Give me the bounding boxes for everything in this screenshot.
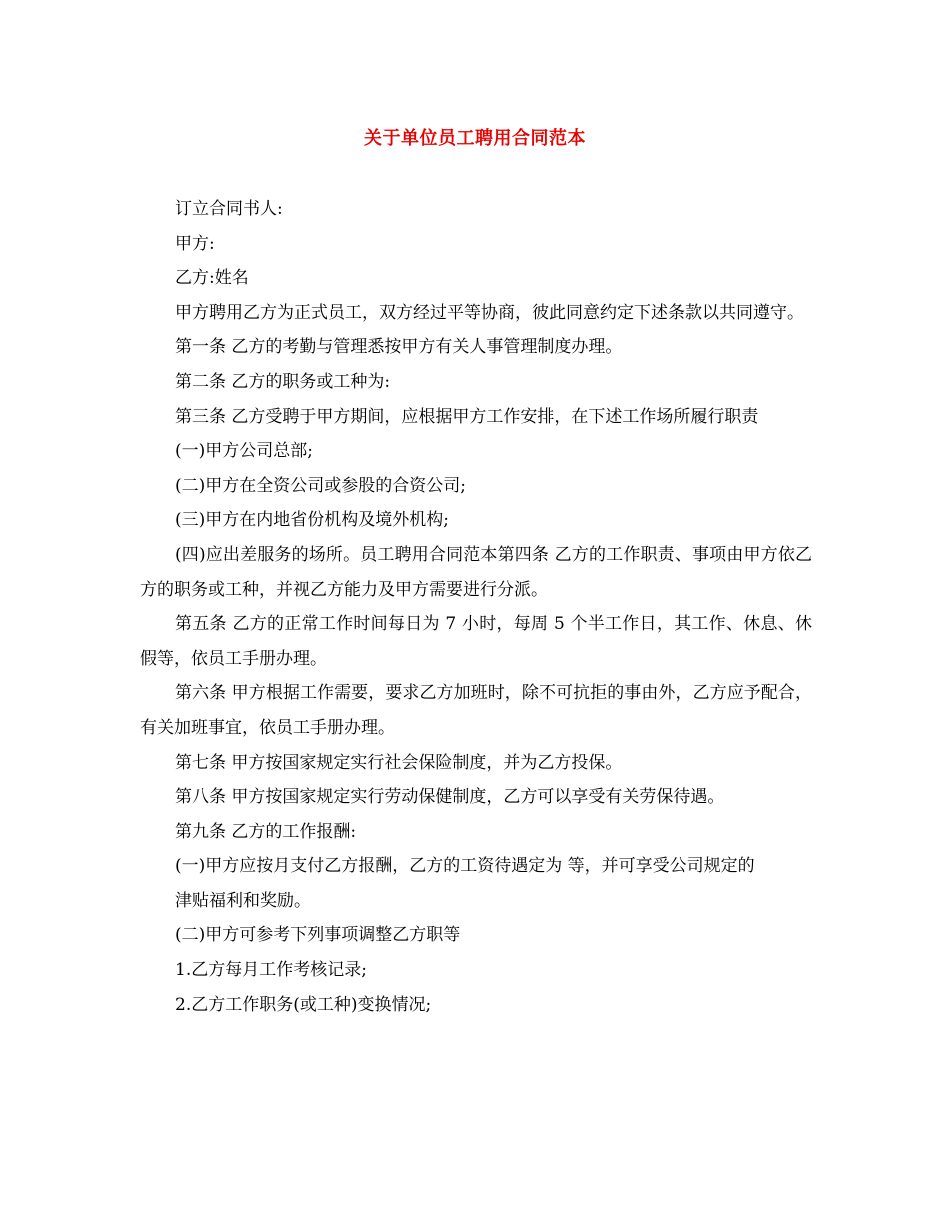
document-title: 关于单位员工聘用合同范本: [364, 128, 586, 149]
paragraph: (三)甲方在内地省份机构及境外机构;: [175, 510, 449, 531]
paragraph: (二)甲方在全资公司或参股的合资公司;: [175, 475, 466, 496]
paragraph: (二)甲方可参考下列事项调整乙方职等: [175, 925, 461, 946]
paragraph: 第七条 甲方按国家规定实行社会保险制度，并为乙方投保。: [175, 752, 623, 773]
paragraph: 津贴福利和奖励。: [175, 890, 311, 911]
paragraph: 乙方:姓名: [175, 268, 249, 289]
paragraph: 2.乙方工作职务(或工种)变换情况;: [175, 994, 432, 1015]
document-body: [140, 192, 812, 1022]
paragraph: 1.乙方每月工作考核记录;: [175, 960, 367, 981]
paragraph: 第九条 乙方的工作报酬:: [175, 821, 357, 842]
paragraph: 第一条 乙方的考勤与管理悉按甲方有关人事管理制度办理。: [175, 337, 623, 358]
paragraph: 订立合同书人:: [175, 199, 283, 219]
paragraph: (一)甲方应按月支付乙方报酬，乙方的工资待遇定为 等，并可享受公司规定的: [175, 856, 755, 877]
paragraph: 第八条 甲方按国家规定实行劳动保健制度，乙方可以享受有关劳保待遇。: [175, 787, 725, 808]
paragraph: 甲方聘用乙方为正式员工，双方经过平等协商，彼此同意约定下述条款以共同遵守。: [175, 302, 804, 323]
paragraph: 第二条 乙方的职务或工种为:: [175, 371, 391, 392]
paragraph: 甲方:: [175, 233, 215, 254]
paragraph: (一)甲方公司总部;: [175, 441, 313, 462]
paragraph: 第六条 甲方根据工作需要，要求乙方加班时，除不可抗拒的事由外，乙方应予配合，有关加班事宜，依员工手册办理。: [140, 683, 812, 738]
paragraph: 第五条 乙方的正常工作时间每日为 7 小时，每周 5 个半工作日，其工作、休息、休假等，依员工手册办理。: [140, 614, 812, 669]
paragraph: 第三条 乙方受聘于甲方期间，应根据甲方工作安排，在下述工作场所履行职责: [175, 406, 759, 427]
paragraph: (四)应出差服务的场所。员工聘用合同范本第四条 乙方的工作职责、事项由甲方依乙方的职务或工种，并视乙方能力及甲方需要进行分派。: [140, 544, 812, 600]
